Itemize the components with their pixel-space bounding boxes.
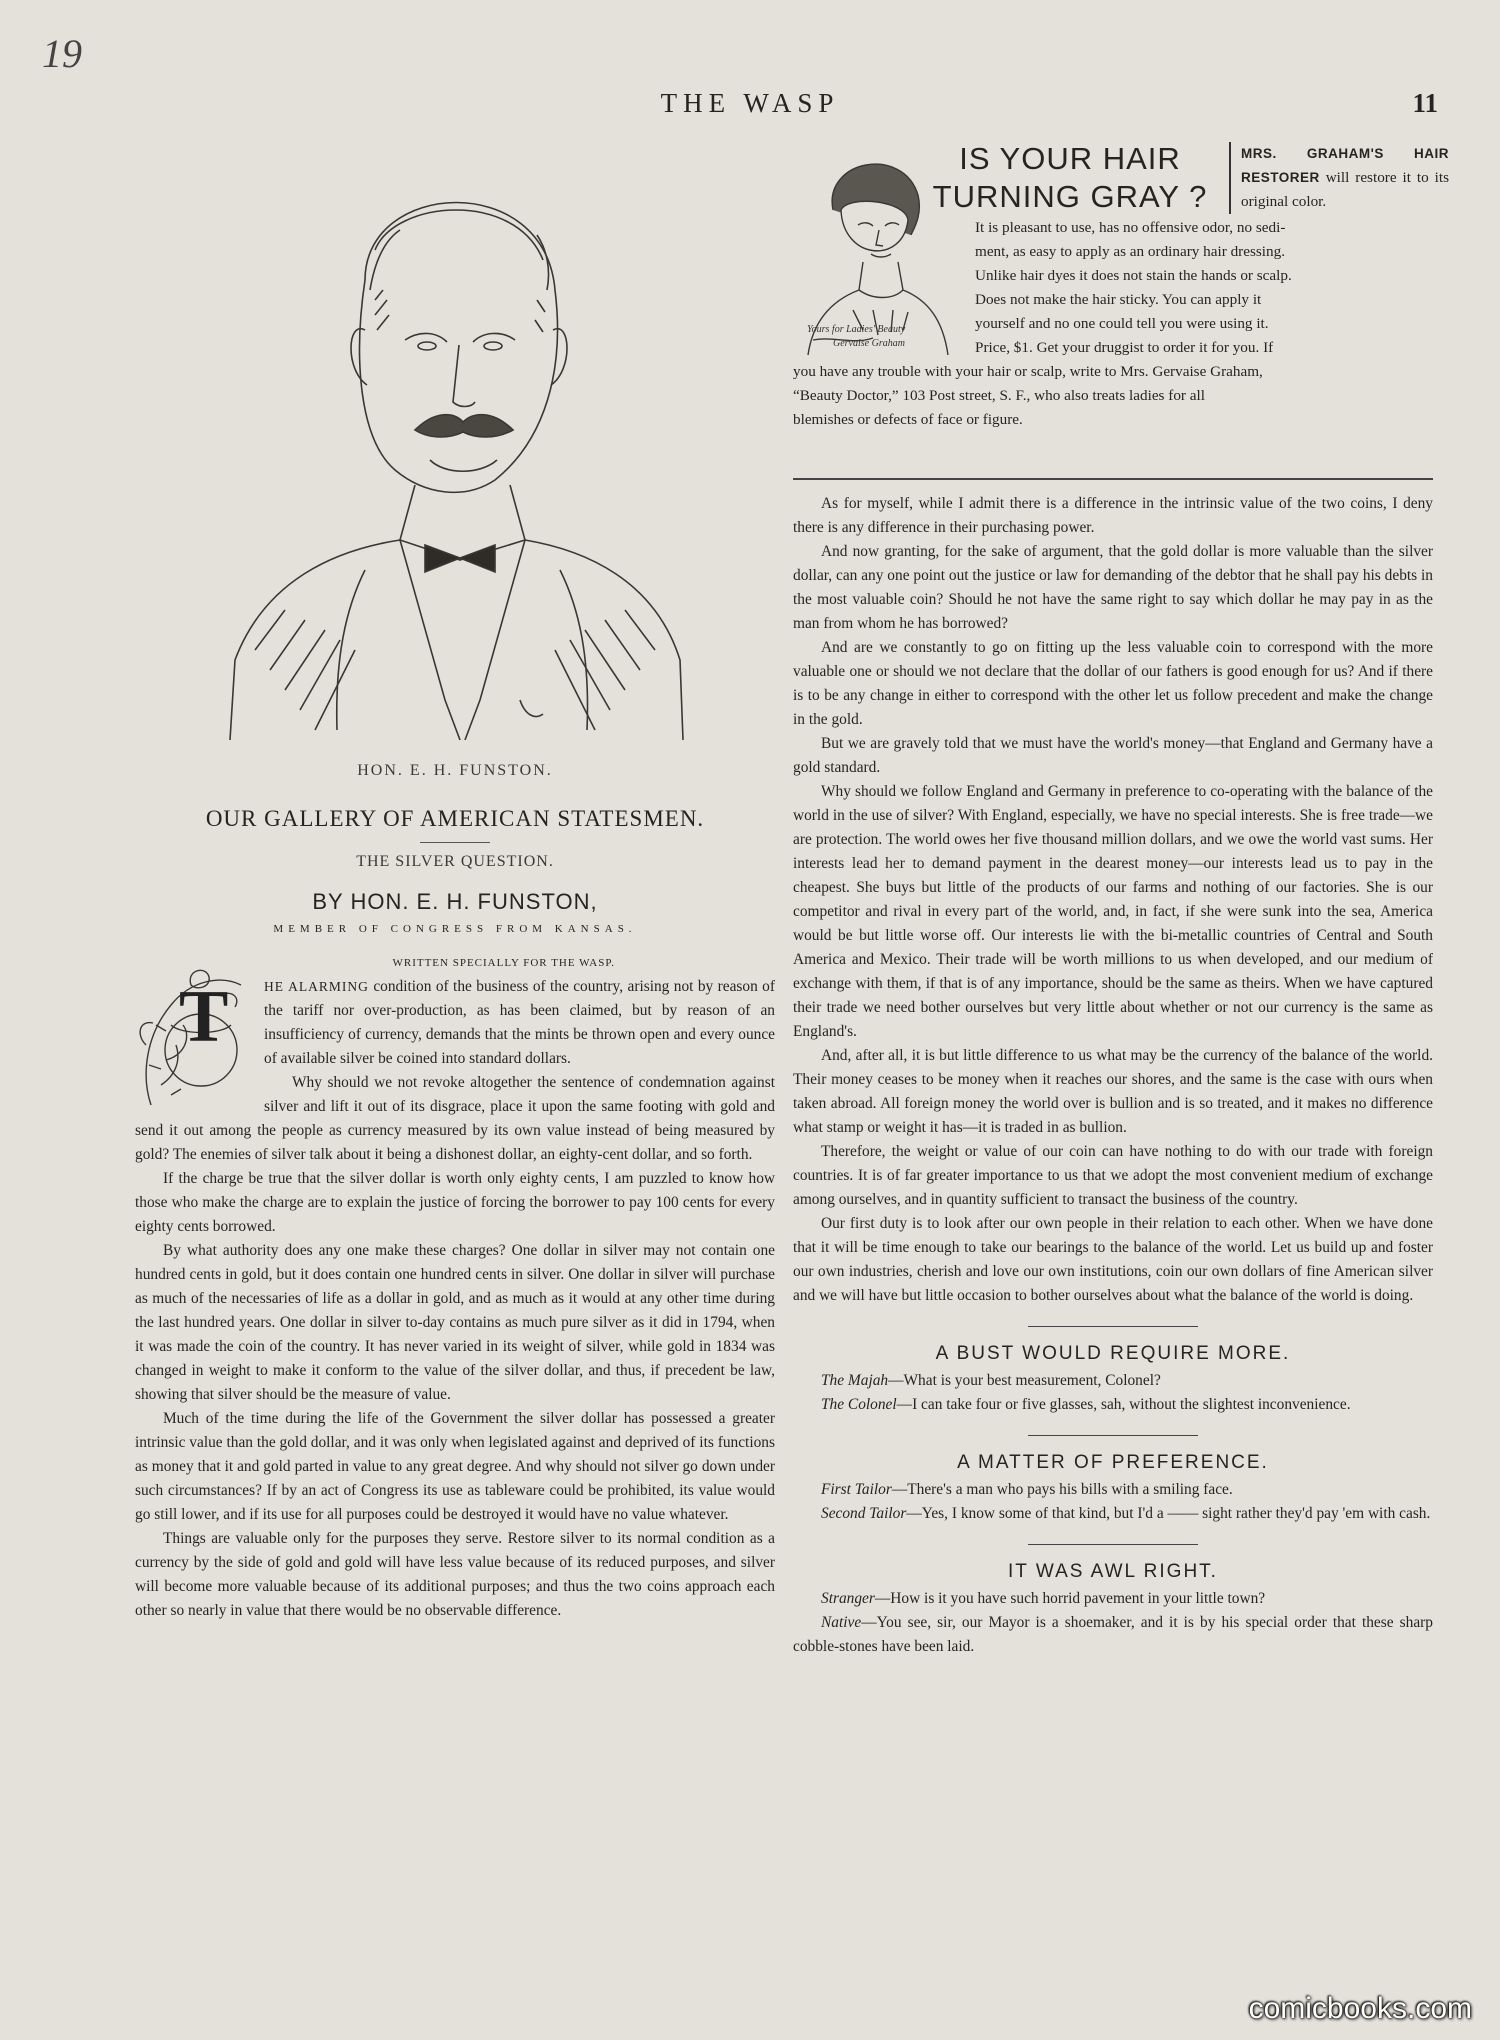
paragraph: As for myself, while I admit there is a difference in the intrinsic value of the two coins, I deny there is any difference in their purchasing power. bbox=[793, 495, 1433, 536]
paragraph: Why should we follow England and Germany in preference to co-operating with the balance of the world in the use of silver? With England, especially, we have no special interests. She is free trade—we are protection. The world owes her five thousand million dollars, and we owe the world vast sums. Her interests lead her to demand payment in the dearest money—our interests lead us to pay in the cheapest. She buys but little of the products of our farms and nothing of our factories. She is our competitor and rival in every part of the world, and, in fact, if she were sunk into the sea, America would be but little worse off. Our interests lie with the bi-metallic countries of Central and South America and Mexico. Their trade will be worth millions to us when developed, and our medium of exchange with them, if that is of any importance, should be the same as theirs. When we have captured their trade we need bother ourselves but very little about whether or not our currency is the same as England's. bbox=[793, 783, 1433, 1040]
section-rule bbox=[1028, 1544, 1198, 1545]
joke-line bbox=[793, 1478, 1433, 1502]
joke-text: —I can take four or five glasses, sah, without the slightest inconvenience. bbox=[896, 1396, 1351, 1413]
joke-text: —You see, sir, our Mayor is a shoemaker, and it is by his special order that these sharp cobble-stones have been laid. bbox=[793, 1614, 1433, 1655]
written-for-note: WRITTEN SPECIALLY FOR THE WASP. bbox=[392, 957, 615, 969]
joke-speaker: Stranger bbox=[821, 1590, 875, 1607]
joke-text: —How is it you have such horrid pavement in your little town? bbox=[874, 1590, 1266, 1607]
joke-bust bbox=[793, 1343, 1433, 1417]
paragraph: Our first duty is to look after our own people in their relation to each other. When we have done that it will be time enough to take our bearings to the balance of the world. Let us build up and foster our own industries, cherish and love our own institutions, coin our own dollars of fine American silver and we will have but little occasion to bother ourselves about what the balance of the world is doing. bbox=[793, 1215, 1433, 1304]
joke-line bbox=[793, 1393, 1433, 1417]
ornamental-dropcap bbox=[131, 965, 256, 1115]
author-role: MEMBER OF CONGRESS FROM KANSAS. bbox=[273, 923, 637, 935]
ad-line: “Beauty Doctor,” 103 Post street, S. F., who also treats ladies for all bbox=[793, 387, 1205, 404]
byline: BY HON. E. H. FUNSTON, bbox=[312, 889, 598, 914]
ad-signature-line1: Yours for Ladies' Beauty bbox=[807, 324, 906, 335]
paragraph: And now granting, for the sake of argument, that the gold dollar is more valuable than the silver dollar, can any one point out the justice or law for demanding of the debtor that he shall pay his debts in the most valuable coin? Should he not have the same right to say which dollar he may pay in as the man from whom he has borrowed? bbox=[793, 543, 1433, 632]
ad-brand: MRS. GRAHAM'S HAIR RESTORER bbox=[1241, 146, 1449, 185]
section-rule bbox=[1028, 1435, 1198, 1436]
joke-speaker: Second Tailor bbox=[821, 1505, 907, 1522]
paragraph: And, after all, it is but little difference to us what may be the currency of the balance of the world. Their money ceases to be money when it reaches our shores, and the same is the case with ours when taken abroad. All foreign money the world over is bullion and is so treated, and it makes no difference what stamp or weight it has—it is traded in as bullion. bbox=[793, 1047, 1433, 1136]
series-title: OUR GALLERY OF AMERICAN STATESMEN. bbox=[205, 806, 705, 831]
page-number: 11 bbox=[1412, 88, 1438, 118]
paragraph: By what authority does any one make these charges? One dollar in silver may not contain one hundred cents in gold, but it does contain one hundred cents in silver. One dollar in silver will purchase as much of the necessaries of life as a dollar in gold, and as much as it would at any other time during the last hundred years. One dollar in silver to-day contains as much pure silver as it did in 1794, when it was made the coin of the country. It has never varied in its weight of silver, while gold in 1834 was changed in weight to make it conform to the value of the silver dollar, and thus, if precedent be law, showing that silver should be the measure of value. bbox=[135, 1242, 775, 1403]
ad-body bbox=[793, 216, 1433, 432]
masthead-title: THE WASP bbox=[660, 88, 840, 118]
paragraph: If the charge be true that the silver dollar is worth only eighty cents, I am puzzled to know how those who make the charge are to explain the justice of forcing the borrower to pay 100 cents for every eighty cents borrowed. bbox=[135, 1170, 775, 1235]
ad-side-body: will restore it to its original color. bbox=[1241, 169, 1449, 210]
paragraph: But we are gravely told that we must have the world's money—that England and Germany have a gold standard. bbox=[793, 735, 1433, 776]
joke-speaker: The Colonel bbox=[821, 1396, 897, 1413]
ad-line: Price, $1. Get your druggist to order it for you. If bbox=[975, 339, 1274, 356]
portrait-caption: HON. E. H. FUNSTON. bbox=[357, 762, 553, 779]
ad-line: blemishes or defects of face or figure. bbox=[793, 411, 1023, 428]
lead-smallcaps: HE ALARMING bbox=[264, 979, 369, 994]
joke-awl bbox=[793, 1561, 1433, 1659]
right-column bbox=[793, 140, 1449, 1659]
joke-line bbox=[793, 1587, 1433, 1611]
ad-side-text bbox=[1229, 142, 1449, 214]
joke-title: IT WAS AWL RIGHT. bbox=[1008, 1561, 1218, 1582]
joke-line bbox=[793, 1502, 1433, 1526]
ad-line: ment, as easy to apply as an ordinary hair dressing. bbox=[975, 243, 1285, 260]
title-divider bbox=[420, 842, 490, 843]
lead-text: condition of the business of the country, arising not by reason of the tariff nor over-production, as has been claimed, but by reason of an insufficiency of currency, demands that the mints be thrown open and every ounce of available silver be coined into standard dollars. bbox=[264, 978, 775, 1067]
joke-speaker: First Tailor bbox=[821, 1481, 892, 1498]
joke-speaker: The Majah bbox=[821, 1372, 889, 1389]
paragraph: Why should we not revoke altogether the sentence of condemnation against silver and lift it out of its disgrace, place it upon the same footing with gold and send it out among the people as currency measured by its own value instead of being measured by gold? The enemies of silver talk about it being a dishonest dollar, an eighty-cent dollar, and so forth. bbox=[135, 1074, 775, 1163]
ad-line: Does not make the hair sticky. You can apply it bbox=[975, 291, 1262, 308]
joke-title: A BUST WOULD REQUIRE MORE. bbox=[935, 1343, 1291, 1364]
handwritten-page-note: 19 bbox=[42, 31, 82, 76]
paragraph: And are we constantly to go on fitting up the less valuable coin to correspond with the more valuable one or should we not declare that the dollar of our fathers is good enough for us? And if there is to be any change in either to correspond with the other let us follow precedent and make the change in the gold. bbox=[793, 639, 1433, 728]
joke-line bbox=[793, 1611, 1433, 1659]
article-body-left bbox=[135, 975, 775, 1623]
ad-headline-line2: TURNING GRAY ? bbox=[932, 179, 1208, 214]
ad-line: Unlike hair dyes it does not stain the hands or scalp. bbox=[975, 267, 1292, 284]
ad-headline-line1: IS YOUR HAIR bbox=[959, 141, 1181, 176]
ad-line: you have any trouble with your hair or scalp, write to Mrs. Gervaise Graham, bbox=[793, 363, 1263, 380]
ad-line: It is pleasant to use, has no offensive odor, no sedi- bbox=[975, 219, 1286, 236]
ad-signature-line2: Gervaise Graham bbox=[833, 338, 905, 349]
joke-speaker: Native bbox=[821, 1614, 862, 1631]
ad-headline bbox=[925, 140, 1215, 216]
ad-bottom-rule bbox=[793, 478, 1433, 480]
section-rule bbox=[1028, 1326, 1198, 1327]
joke-text: —What is your best measurement, Colonel? bbox=[888, 1372, 1161, 1389]
joke-text: —There's a man who pays his bills with a smiling face. bbox=[891, 1481, 1233, 1498]
paragraph: Therefore, the weight or value of our coin can have nothing to do with our trade with foreign countries. It is of far greater importance to us that we adopt the most convenient medium of exchange among ourselves, and in quantity sufficient to transact the business of the country. bbox=[793, 1143, 1433, 1208]
section-title: THE SILVER QUESTION. bbox=[356, 853, 554, 870]
article-body-right bbox=[793, 492, 1433, 1308]
joke-title: A MATTER OF PREFERENCE. bbox=[957, 1452, 1269, 1473]
joke-preference bbox=[793, 1452, 1433, 1526]
joke-text: —Yes, I know some of that kind, but I'd a —— sight rather they'd pay 'em with cash. bbox=[906, 1505, 1431, 1522]
paragraph: Things are valuable only for the purposes they serve. Restore silver to its normal condition as a currency by the side of gold and gold will have less value because of its reduced purposes, and silver will become more valuable because of its additional purposes; and thus the two coins approach each other so nearly in value that there would be no observable difference. bbox=[135, 1530, 775, 1619]
dropcap-letter: T bbox=[179, 976, 229, 1058]
portrait-engraving bbox=[135, 140, 775, 740]
paragraph: Much of the time during the life of the Government the silver dollar has possessed a greater intrinsic value than the gold dollar, and it was only when legislated against and deprived of its functions as money that it and gold parted in value to any great degree. And why should not silver go down under such circumstances? If by an act of Congress its use as tableware could be prohibited, its value would go still lower, and if its use for all purposes could be destroyed it would have no value whatever. bbox=[135, 1410, 775, 1523]
joke-line bbox=[793, 1369, 1433, 1393]
site-watermark: comicbooks.com bbox=[1248, 1992, 1472, 2025]
left-column bbox=[135, 140, 775, 1623]
hair-restorer-advertisement bbox=[793, 140, 1449, 480]
portrait-illustration-icon bbox=[225, 140, 685, 740]
ad-line: yourself and no one could tell you were using it. bbox=[975, 315, 1269, 332]
